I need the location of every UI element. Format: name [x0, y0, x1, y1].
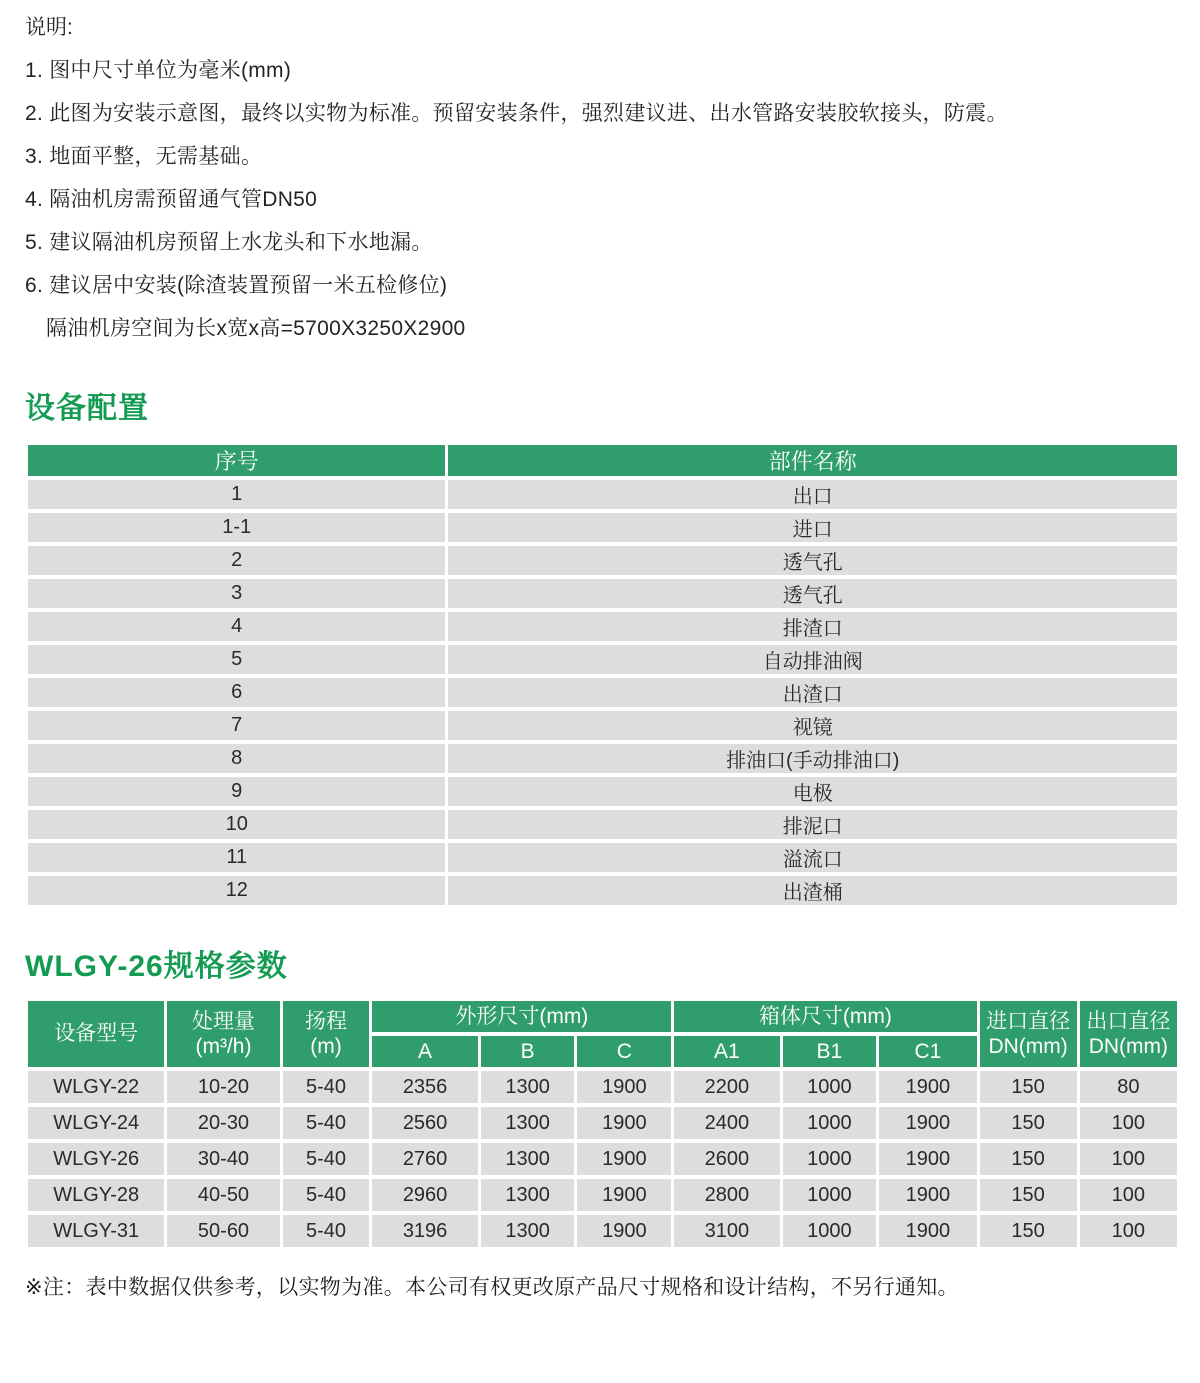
equipment-cell-index: 1-1 [27, 511, 447, 544]
equipment-cell-index: 6 [27, 676, 447, 709]
table-row [27, 610, 1179, 643]
spec-cell-model: WLGY-26 [27, 1141, 166, 1177]
equipment-cell-name: 排油口(手动排油口) [447, 742, 1179, 775]
spec-row-wlgy-31 [27, 1213, 1179, 1249]
spec-cell-inlet: 150 [978, 1105, 1078, 1141]
note-item-1: 1. 图中尺寸单位为毫米(mm) [25, 59, 292, 82]
spec-cell-b: 1300 [479, 1105, 576, 1141]
spec-cell-head: 5-40 [281, 1177, 371, 1213]
equipment-cell-index: 1 [27, 478, 447, 511]
spec-cell-b1: 1000 [781, 1177, 878, 1213]
table-row [27, 874, 1179, 907]
spec-subheader-b1: B1 [781, 1034, 878, 1069]
spec-header-model: 设备型号 [27, 999, 166, 1069]
equipment-cell-index: 2 [27, 544, 447, 577]
spec-cell-a1: 2600 [673, 1141, 781, 1177]
spec-cell-a1: 3100 [673, 1213, 781, 1249]
table-row [27, 544, 1179, 577]
spec-cell-inlet: 150 [978, 1213, 1078, 1249]
equipment-cell-index: 5 [27, 643, 447, 676]
equipment-cell-name: 视镜 [447, 709, 1179, 742]
spec-section-title: WLGY-26规格参数 [25, 950, 288, 983]
spec-header-capacity-line2: (m³/h) [195, 1035, 252, 1058]
table-row [27, 775, 1179, 808]
equipment-cell-name: 出渣口 [447, 676, 1179, 709]
equipment-cell-index: 7 [27, 709, 447, 742]
spec-subheader-a: A [371, 1034, 479, 1069]
table-row [27, 742, 1179, 775]
spec-cell-b1: 1000 [781, 1069, 878, 1105]
equipment-cell-index: 11 [27, 841, 447, 874]
spec-cell-outlet: 100 [1078, 1141, 1178, 1177]
spec-row-wlgy-22 [27, 1069, 1179, 1105]
spec-header-inlet [978, 999, 1078, 1069]
spec-row-wlgy-28 [27, 1177, 1179, 1213]
spec-header-box-dims-group: 箱体尺寸(mm) [673, 999, 978, 1034]
spec-cell-c1: 1900 [878, 1069, 978, 1105]
spec-subheader-b: B [479, 1034, 576, 1069]
table-row [27, 709, 1179, 742]
spec-header-inlet-line1: 进口直径 [986, 1010, 1071, 1033]
spec-cell-inlet: 150 [978, 1069, 1078, 1105]
table-row [27, 643, 1179, 676]
spec-cell-inlet: 150 [978, 1177, 1078, 1213]
spec-subheader-c1: C1 [878, 1034, 978, 1069]
spec-header-inlet-line2: DN(mm) [988, 1035, 1068, 1058]
spec-cell-outlet: 100 [1078, 1105, 1178, 1141]
equipment-header-row [27, 443, 1179, 478]
spec-subheader-c: C [576, 1034, 673, 1069]
spec-cell-head: 5-40 [281, 1105, 371, 1141]
spec-cell-c1: 1900 [878, 1177, 978, 1213]
notes-title: 说明: [25, 16, 73, 39]
spec-row-wlgy-24 [27, 1105, 1179, 1141]
spec-cell-c: 1900 [576, 1069, 673, 1105]
equipment-cell-name: 出口 [447, 478, 1179, 511]
spec-cell-a: 2760 [371, 1141, 479, 1177]
spec-cell-capacity: 40-50 [166, 1177, 281, 1213]
spec-cell-b: 1300 [479, 1069, 576, 1105]
spec-cell-c1: 1900 [878, 1141, 978, 1177]
equipment-cell-name: 排渣口 [447, 610, 1179, 643]
spec-cell-outlet: 80 [1078, 1069, 1178, 1105]
spec-header-head [281, 999, 371, 1069]
table-row [27, 676, 1179, 709]
spec-cell-b1: 1000 [781, 1213, 878, 1249]
spec-cell-b1: 1000 [781, 1105, 878, 1141]
spec-header-capacity [166, 999, 281, 1069]
spec-cell-head: 5-40 [281, 1141, 371, 1177]
spec-cell-capacity: 30-40 [166, 1141, 281, 1177]
equipment-cell-name: 排泥口 [447, 808, 1179, 841]
spec-cell-model: WLGY-24 [27, 1105, 166, 1141]
spec-header-head-line2: (m) [310, 1035, 342, 1058]
spec-cell-a: 2960 [371, 1177, 479, 1213]
spec-header-head-line1: 扬程 [305, 1010, 347, 1033]
spec-cell-a: 3196 [371, 1213, 479, 1249]
spec-cell-c: 1900 [576, 1141, 673, 1177]
table-row [27, 511, 1179, 544]
spec-cell-c: 1900 [576, 1105, 673, 1141]
spec-cell-a1: 2400 [673, 1105, 781, 1141]
spec-cell-a1: 2200 [673, 1069, 781, 1105]
equipment-cell-name: 溢流口 [447, 841, 1179, 874]
spec-header-row-1 [27, 999, 1179, 1034]
equipment-cell-index: 10 [27, 808, 447, 841]
note-item-6: 6. 建议居中安装(除渣装置预留一米五检修位) [25, 274, 448, 297]
equipment-cell-name: 电极 [447, 775, 1179, 808]
equipment-header-part-name: 部件名称 [447, 443, 1179, 478]
equipment-cell-index: 3 [27, 577, 447, 610]
spec-cell-capacity: 10-20 [166, 1069, 281, 1105]
spec-header-capacity-line1: 处理量 [191, 1010, 255, 1033]
spec-cell-c1: 1900 [878, 1213, 978, 1249]
table-row [27, 808, 1179, 841]
spec-cell-b: 1300 [479, 1177, 576, 1213]
spec-header-outer-dims-group: 外形尺寸(mm) [371, 999, 673, 1034]
equipment-cell-index: 9 [27, 775, 447, 808]
note-item-6-continuation: 隔油机房空间为长x宽x高=5700X3250X2900 [46, 317, 466, 340]
spec-cell-capacity: 20-30 [166, 1105, 281, 1141]
spec-cell-a: 2356 [371, 1069, 479, 1105]
spec-cell-model: WLGY-31 [27, 1213, 166, 1249]
table-row [27, 577, 1179, 610]
spec-subheader-a1: A1 [673, 1034, 781, 1069]
note-item-5: 5. 建议隔油机房预留上水龙头和下水地漏。 [25, 231, 433, 254]
table-row [27, 841, 1179, 874]
spec-cell-model: WLGY-28 [27, 1177, 166, 1213]
equipment-cell-index: 12 [27, 874, 447, 907]
equipment-cell-name: 自动排油阀 [447, 643, 1179, 676]
equipment-cell-name: 进口 [447, 511, 1179, 544]
note-item-3: 3. 地面平整，无需基础。 [25, 145, 263, 168]
spec-cell-b: 1300 [479, 1141, 576, 1177]
equipment-section-title: 设备配置 [25, 392, 149, 425]
spec-cell-outlet: 100 [1078, 1213, 1178, 1249]
spec-cell-a1: 2800 [673, 1177, 781, 1213]
equipment-table [25, 441, 1180, 909]
spec-cell-inlet: 150 [978, 1141, 1078, 1177]
equipment-cell-index: 4 [27, 610, 447, 643]
equipment-cell-name: 透气孔 [447, 544, 1179, 577]
note-item-4: 4. 隔油机房需预留通气管DN50 [25, 188, 318, 211]
spec-table [25, 997, 1180, 1251]
spec-cell-b: 1300 [479, 1213, 576, 1249]
table-row [27, 478, 1179, 511]
spec-header-outlet-line2: DN(mm) [1088, 1035, 1169, 1058]
spec-cell-model: WLGY-22 [27, 1069, 166, 1105]
note-item-2: 2. 此图为安装示意图，最终以实物为标准。预留安装条件，强烈建议进、出水管路安装胶软接头，防震。 [25, 102, 1008, 125]
spec-row-wlgy-26 [27, 1141, 1179, 1177]
spec-cell-outlet: 100 [1078, 1177, 1178, 1213]
spec-cell-b1: 1000 [781, 1141, 878, 1177]
notes-section [25, 16, 1180, 341]
spec-cell-head: 5-40 [281, 1069, 371, 1105]
equipment-cell-name: 透气孔 [447, 577, 1179, 610]
spec-header-outlet [1078, 999, 1178, 1069]
spec-cell-c: 1900 [576, 1177, 673, 1213]
equipment-cell-name: 出渣桶 [447, 874, 1179, 907]
spec-cell-c1: 1900 [878, 1105, 978, 1141]
equipment-header-index: 序号 [27, 443, 447, 478]
spec-cell-c: 1900 [576, 1213, 673, 1249]
spec-header-outlet-line1: 出口直径 [1086, 1010, 1171, 1033]
footnote: ※注：表中数据仅供参考，以实物为准。本公司有权更改原产品尺寸规格和设计结构，不另行通知。 [25, 1276, 959, 1299]
spec-cell-head: 5-40 [281, 1213, 371, 1249]
spec-cell-capacity: 50-60 [166, 1213, 281, 1249]
equipment-cell-index: 8 [27, 742, 447, 775]
spec-cell-a: 2560 [371, 1105, 479, 1141]
